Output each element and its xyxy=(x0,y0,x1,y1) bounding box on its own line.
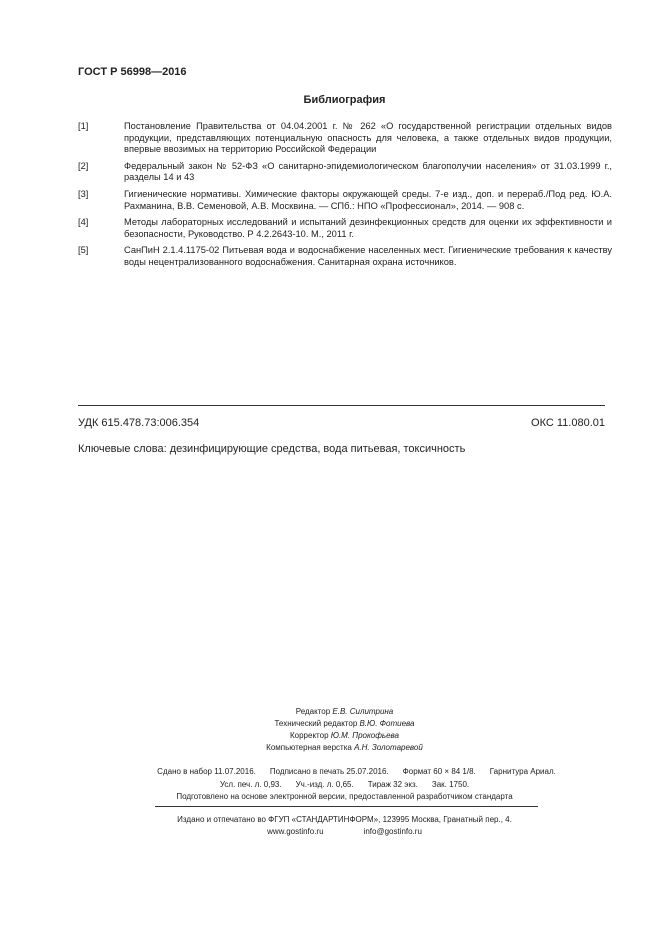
credit-name: Е.В. Силитрина xyxy=(332,707,394,716)
udk-code: УДК 615.478.73:006.354 xyxy=(78,417,200,429)
imprint-item: Усл. печ. л. 0,93. xyxy=(219,780,282,789)
website-link[interactable]: www.gostinfo.ru xyxy=(267,827,324,836)
imprint-item: Гарнитура Ариал. xyxy=(489,767,556,776)
bibliography-list xyxy=(78,121,612,274)
imprint-item: Уч.-изд. л. 0,65. xyxy=(295,780,354,789)
credit-line xyxy=(28,706,661,718)
credit-line xyxy=(28,742,661,754)
publisher-contacts xyxy=(28,826,661,838)
bibliography-item xyxy=(78,161,612,184)
imprint-item: Формат 60 × 84 1/8. xyxy=(402,767,476,776)
imprint-item: Тираж 32 экз. xyxy=(367,780,418,789)
imprint-line-1 xyxy=(52,766,661,778)
footer-divider xyxy=(155,806,538,807)
ref-number: [2] xyxy=(78,160,89,171)
credit-name: Ю.М. Прокофьева xyxy=(330,731,399,740)
credit-role: Технический редактор xyxy=(274,719,358,728)
ref-number: [5] xyxy=(78,245,89,256)
publisher-line: Издано и отпечатано во ФГУП «СТАНДАРТИНФОРМ», 123995 Москва, Гранатный пер., 4. xyxy=(177,815,512,824)
credit-name: В.Ю. Фотиева xyxy=(359,719,415,728)
credit-line xyxy=(28,718,661,730)
ref-text: Методы лабораторных исследований и испытаний дезинфекционных средств для оценки их эффективности и безопасности, Руководство. Р 4.2.2643-10. М., 2011 г. xyxy=(124,217,612,239)
ref-number: [1] xyxy=(78,121,89,131)
ref-text: Постановление Правительства от 04.04.2001 г. № 262 «О государственной регистрации отдельных видов продукции, представляющих потенциальную опасность для человека, а также отдельных видов продукции, впервые ввозимых на территорию Российской Федерации xyxy=(124,121,612,155)
ref-text: СанПиН 2.1.4.1175-02 Питьевая вода и водоснабжение населенных мест. Гигиенические требования к качеству воды нецентрализованного водоснабжения. Санитарная охрана источников. xyxy=(124,245,612,267)
imprint-item: Зак. 1750. xyxy=(431,780,470,789)
divider xyxy=(78,405,605,406)
ref-text: Гигиенические нормативы. Химические факторы окружающей среды. 7-е изд., доп. и перераб./Под ред. Ю.А. Рахманина, В.В. Семеновой, А.В. Москвина. — СПб.: НПО «Профессионал», 2014. — 908 с. xyxy=(124,188,612,211)
credit-role: Компьютерная верстка xyxy=(266,743,352,752)
standard-number: ГОСТ Р 56998—2016 xyxy=(78,66,187,78)
page-title: Библиография xyxy=(303,94,386,106)
credit-name: А.Н. Золотаревой xyxy=(354,743,423,752)
oks-code: ОКС 11.080.01 xyxy=(531,417,605,429)
imprint-line-2 xyxy=(28,779,661,791)
ref-text: Федеральный закон № 52-ФЗ «О санитарно-эпидемиологическом благополучии населения» от 31.03.1999 г., разделы 14 и 43 xyxy=(124,160,612,183)
imprint-item: Подписано в печать 25.07.2016. xyxy=(269,767,389,776)
imprint-item: Сдано в набор 11.07.2016. xyxy=(157,767,256,776)
ref-number: [4] xyxy=(78,217,89,228)
bibliography-item xyxy=(78,217,612,240)
email-link[interactable]: info@gostinfo.ru xyxy=(363,827,422,836)
bibliography-item xyxy=(78,245,612,268)
bibliography-item xyxy=(78,121,612,156)
keywords: Ключевые слова: дезинфицирующие средства, вода питьевая, токсичность xyxy=(78,443,466,455)
imprint xyxy=(0,766,661,778)
credit-role: Редактор xyxy=(295,707,331,716)
imprint-line-3: Подготовлено на основе электронной версии, предоставленной разработчиком стандарта xyxy=(176,792,513,801)
credit-role: Корректор xyxy=(290,731,329,740)
bibliography-item xyxy=(78,189,612,212)
imprint-details xyxy=(0,779,661,803)
ref-number: [3] xyxy=(78,188,89,199)
credits xyxy=(0,706,661,754)
publisher xyxy=(0,814,661,838)
credit-line xyxy=(28,730,661,742)
